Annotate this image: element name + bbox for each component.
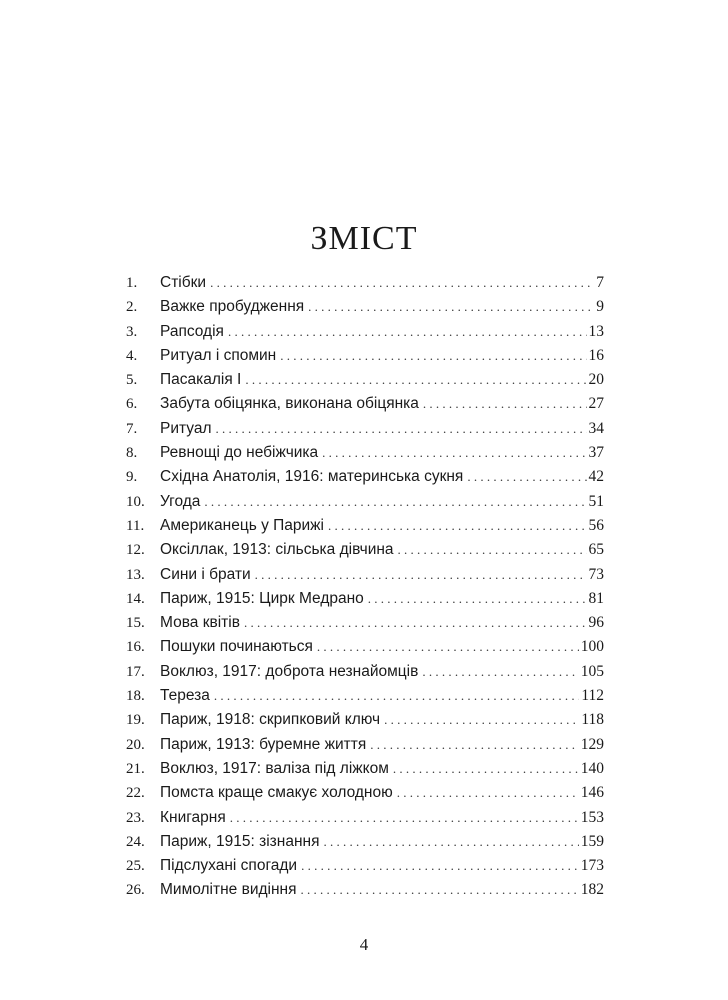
toc-entry	[126, 347, 604, 371]
chapter-page-number: 153	[580, 808, 604, 826]
toc-entry	[126, 809, 604, 833]
dot-leader	[308, 299, 594, 315]
chapter-title: Мимолітне видіння	[160, 881, 297, 899]
toc-entry	[126, 323, 604, 347]
chapter-title: Ритуал	[160, 419, 212, 437]
toc-entry	[126, 881, 604, 905]
chapter-title: Тереза	[160, 687, 210, 705]
dot-leader	[467, 469, 586, 485]
chapter-title: Пошуки починаються	[160, 638, 313, 656]
chapter-title: Мова квітів	[160, 614, 240, 632]
chapter-number: 11.	[126, 517, 145, 534]
chapter-number: 4.	[126, 347, 138, 364]
chapter-number: 16.	[126, 639, 145, 656]
table-of-contents	[126, 274, 604, 906]
toc-entry	[126, 638, 604, 662]
chapter-title: Воклюз, 1917: валіза під ліжком	[160, 759, 389, 777]
dot-leader	[245, 372, 586, 388]
toc-entry	[126, 711, 604, 735]
chapter-number: 25.	[126, 858, 145, 875]
toc-entry	[126, 833, 604, 857]
chapter-title: Оксіллак, 1913: сільська дівчина	[160, 541, 394, 559]
dot-leader	[370, 737, 579, 753]
chapter-page-number: 118	[581, 711, 604, 729]
chapter-number: 17.	[126, 663, 145, 680]
toc-entry	[126, 395, 604, 419]
chapter-title: Східна Анатолія, 1916: материнська сукня	[160, 468, 464, 486]
dot-leader	[300, 882, 578, 898]
dot-leader	[322, 445, 586, 461]
chapter-page-number: 100	[580, 638, 604, 656]
chapter-title: Париж, 1913: буремне життя	[160, 735, 367, 753]
dot-leader	[255, 567, 587, 583]
chapter-title: Угода	[160, 492, 201, 510]
chapter-page-number: 20	[588, 371, 604, 389]
toc-entry	[126, 566, 604, 590]
chapter-title: Воклюз, 1917: доброта незнайомців	[160, 662, 419, 680]
dot-leader	[210, 275, 594, 291]
dot-leader	[214, 688, 579, 704]
toc-entry	[126, 420, 604, 444]
chapter-number: 26.	[126, 882, 145, 899]
dot-leader	[317, 639, 579, 655]
chapter-title: Ритуал і спомин	[160, 346, 277, 364]
chapter-page-number: 129	[580, 735, 604, 753]
toc-entry	[126, 541, 604, 565]
page-title: ЗМІСТ	[310, 219, 418, 257]
dot-leader	[398, 542, 587, 558]
toc-entry	[126, 274, 604, 298]
chapter-title: Париж, 1915: Цирк Медрано	[160, 589, 364, 607]
chapter-title: Пасакалія І	[160, 371, 242, 389]
chapter-number: 1.	[126, 275, 138, 291]
dot-leader	[228, 324, 587, 340]
dot-leader	[384, 712, 579, 728]
toc-entry	[126, 663, 604, 687]
chapter-page-number: 56	[588, 516, 604, 534]
chapter-number: 5.	[126, 372, 138, 389]
chapter-title: Американець у Парижі	[160, 516, 324, 534]
chapter-title: Забута обіцянка, виконана обіцянка	[160, 395, 419, 413]
chapter-title: Ревнощі до небіжчика	[160, 444, 319, 462]
chapter-number: 2.	[126, 299, 138, 316]
chapter-page-number: 27	[588, 395, 604, 413]
dot-leader	[393, 761, 579, 777]
toc-entry	[126, 444, 604, 468]
dot-leader	[323, 834, 578, 850]
toc-entry	[126, 590, 604, 614]
chapter-title: Париж, 1918: скрипковий ключ	[160, 711, 381, 729]
chapter-page-number: 146	[580, 784, 604, 802]
chapter-number: 22.	[126, 785, 145, 802]
chapter-number: 3.	[126, 323, 138, 340]
chapter-page-number: 9	[596, 298, 604, 316]
toc-entry	[126, 468, 604, 492]
dot-leader	[328, 518, 587, 534]
chapter-number: 20.	[126, 736, 145, 753]
chapter-page-number: 65	[588, 541, 604, 559]
toc-entry	[126, 517, 604, 541]
chapter-page-number: 34	[588, 419, 604, 437]
chapter-number: 23.	[126, 809, 145, 826]
dot-leader	[280, 348, 586, 364]
dot-leader	[244, 615, 587, 631]
chapter-title: Підслухані спогади	[160, 857, 298, 875]
chapter-title: Париж, 1915: зізнання	[160, 832, 320, 850]
toc-entry	[126, 687, 604, 711]
chapter-page-number: 81	[588, 589, 604, 607]
toc-entry	[126, 760, 604, 784]
chapter-number: 7.	[126, 420, 138, 437]
chapter-title: Важке пробудження	[160, 298, 305, 316]
chapter-page-number: 112	[581, 687, 604, 705]
chapter-number: 18.	[126, 688, 145, 705]
chapter-page-number: 140	[580, 759, 604, 777]
toc-entry	[126, 736, 604, 760]
chapter-number: 13.	[126, 566, 145, 583]
chapter-page-number: 173	[580, 857, 604, 875]
chapter-number: 14.	[126, 590, 145, 607]
toc-entry	[126, 371, 604, 395]
chapter-page-number: 159	[580, 832, 604, 850]
chapter-page-number: 42	[588, 468, 604, 486]
chapter-page-number: 51	[588, 492, 604, 510]
chapter-title: Книгарня	[160, 808, 226, 826]
dot-leader	[423, 396, 587, 412]
chapter-number: 12.	[126, 542, 145, 559]
chapter-page-number: 37	[588, 444, 604, 462]
toc-entry	[126, 857, 604, 881]
dot-leader	[216, 421, 587, 437]
chapter-title: Сини і брати	[160, 565, 251, 583]
toc-entry	[126, 784, 604, 808]
chapter-number: 6.	[126, 396, 138, 413]
chapter-page-number: 182	[580, 881, 604, 899]
chapter-title: Стібки	[160, 274, 207, 291]
chapter-number: 24.	[126, 833, 145, 850]
chapter-title: Рапсодія	[160, 322, 224, 340]
chapter-number: 21.	[126, 760, 145, 777]
chapter-number: 15.	[126, 615, 145, 632]
dot-leader	[422, 664, 578, 680]
dot-leader	[301, 858, 579, 874]
chapter-page-number: 96	[588, 614, 604, 632]
chapter-page-number: 7	[596, 274, 604, 291]
chapter-number: 8.	[126, 445, 138, 462]
chapter-number: 9.	[126, 469, 138, 486]
dot-leader	[204, 494, 586, 510]
dot-leader	[230, 810, 579, 826]
chapter-page-number: 16	[588, 346, 604, 364]
chapter-page-number: 13	[588, 322, 604, 340]
chapter-title: Помста краще смакує холодною	[160, 784, 393, 802]
page-number: 4	[359, 935, 369, 954]
chapter-page-number: 105	[580, 662, 604, 680]
chapter-page-number: 73	[588, 565, 604, 583]
toc-entry	[126, 298, 604, 322]
chapter-number: 19.	[126, 712, 145, 729]
dot-leader	[397, 785, 579, 801]
chapter-number: 10.	[126, 493, 145, 510]
dot-leader	[368, 591, 587, 607]
toc-entry	[126, 614, 604, 638]
toc-entry	[126, 493, 604, 517]
